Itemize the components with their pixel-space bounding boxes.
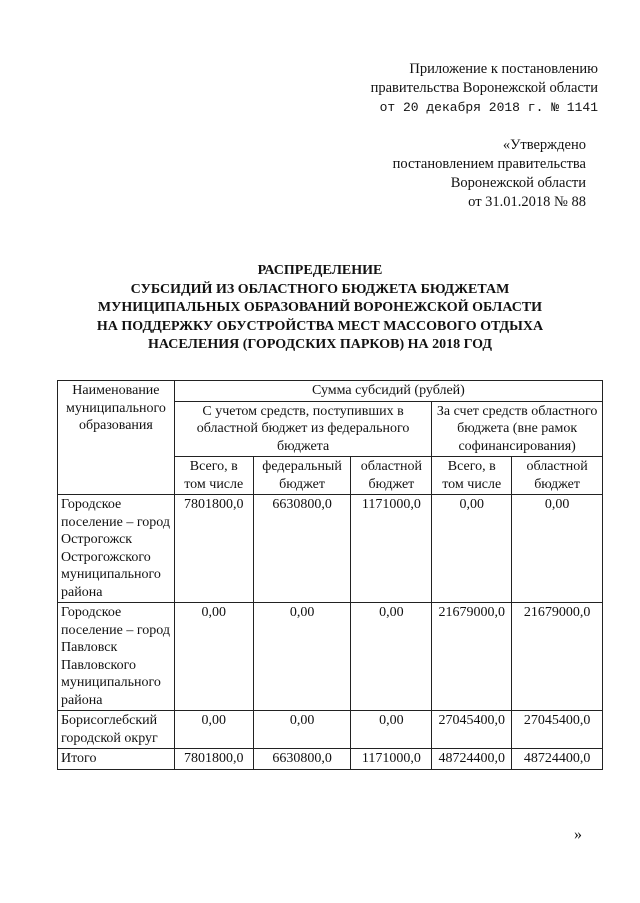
title-line-2: СУБСИДИЙ ИЗ ОБЛАСТНОГО БЮДЖЕТА БЮДЖЕТАМ [130, 281, 510, 297]
header-regional: областной бюджет [351, 457, 432, 495]
subsidy-table [57, 380, 603, 770]
row-total-2: 0,00 [432, 495, 512, 603]
header-municipality: Наименование муниципального образования [58, 381, 175, 495]
appendix-header [371, 60, 598, 117]
header-total-incl-2: Всего, в том числе [432, 457, 512, 495]
header-total-incl: Всего, в том числе [174, 457, 253, 495]
appendix-line-1: Приложение к постановлению [409, 61, 598, 77]
approved-line-2: постановлением правительства [392, 156, 586, 172]
title-line-3: МУНИЦИПАЛЬНЫХ ОБРАЗОВАНИЙ ВОРОНЕЖСКОЙ ОБЛАСТИ [97, 300, 543, 315]
row-federal: 0,00 [253, 711, 351, 749]
header-with-federal: С учетом средств, поступивших в областной бюджет из федерального бюджета [174, 401, 431, 457]
row-regional: 0,00 [351, 603, 432, 711]
row-regional: 0,00 [351, 711, 432, 749]
header-federal: федеральный бюджет [253, 457, 351, 495]
row-total-2: 27045400,0 [432, 711, 512, 749]
approved-line-1: «Утверждено [502, 137, 586, 153]
row-regional: 1171000,0 [351, 749, 432, 770]
row-regional-2: 21679000,0 [512, 603, 603, 711]
row-regional-2: 48724400,0 [512, 749, 603, 770]
approval-stamp-text [393, 136, 586, 212]
title-line-5: НАСЕЛЕНИЯ (ГОРОДСКИХ ПАРКОВ) НА 2018 ГОД [147, 337, 493, 352]
closing-quote: » [574, 826, 582, 843]
row-regional: 1171000,0 [351, 495, 432, 603]
row-total: 7801800,0 [174, 749, 253, 770]
appendix-line-3: от 20 декабря 2018 г. № 1141 [379, 100, 598, 115]
header-sum: Сумма субсидий (рублей) [174, 381, 602, 402]
approved-line-4: от 31.01.2018 № 88 [468, 194, 586, 210]
row-total: 0,00 [174, 711, 253, 749]
row-federal: 6630800,0 [253, 495, 351, 603]
row-total-2: 21679000,0 [432, 603, 512, 711]
row-name: Городское поселение – город Острогожск Острогожского муниципального района [58, 495, 175, 603]
header-regional-2: областной бюджет [512, 457, 603, 495]
row-name: Городское поселение – город Павловск Павловского муниципального района [58, 603, 175, 711]
appendix-line-2: правительства Воронежской области [370, 80, 598, 96]
row-regional-2: 0,00 [512, 495, 603, 603]
title-line-1: РАСПРЕДЕЛЕНИЕ [257, 263, 383, 278]
title-line-4: НА ПОДДЕРЖКУ ОБУСТРОЙСТВА МЕСТ МАССОВОГО ОТДЫХА [96, 318, 544, 334]
row-total: 0,00 [174, 603, 253, 711]
row-federal: 0,00 [253, 603, 351, 711]
document-title [40, 262, 600, 355]
row-total-2: 48724400,0 [432, 749, 512, 770]
table-total-row [58, 749, 603, 770]
row-name: Итого [58, 749, 175, 770]
table-row [58, 603, 603, 711]
row-name: Борисоглебский городской округ [58, 711, 175, 749]
row-total: 7801800,0 [174, 495, 253, 603]
row-regional-2: 27045400,0 [512, 711, 603, 749]
row-federal: 6630800,0 [253, 749, 351, 770]
header-regional-only: За счет средств областного бюджета (вне рамок софинансирования) [432, 401, 603, 457]
table-header-row-1 [58, 381, 603, 402]
table-row [58, 711, 603, 749]
table-row [58, 495, 603, 603]
approved-line-3: Воронежской области [450, 175, 586, 191]
